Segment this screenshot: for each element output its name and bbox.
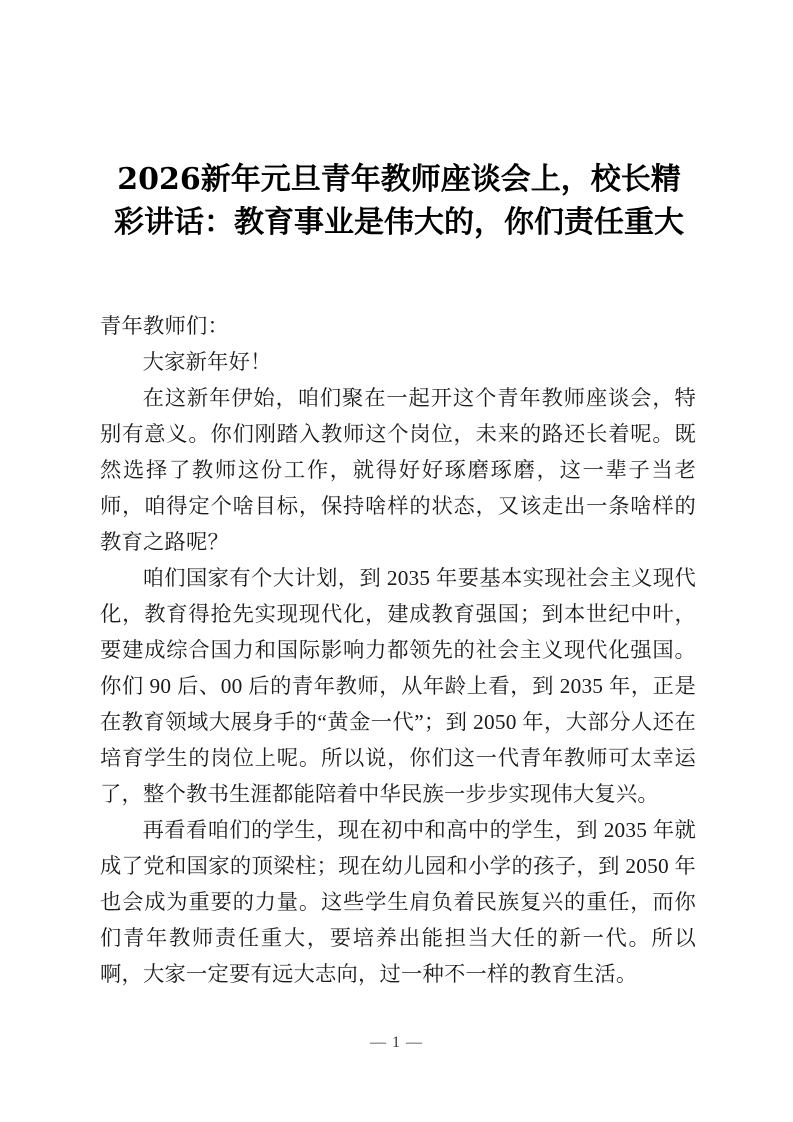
body-paragraph-2: 咱们国家有个大计划，到 2035 年要基本实现社会主义现代化，教育得抢先实现现代化，建成教育强国；到本世纪中叶，要建成综合国力和国际影响力都领先的社会主义现代化强国。你们 90 后、00 后的青年教师，从年龄上看，到 2035 年，正是在教育领域大展身手的“黄金一代”；到 2050 年，大部分人还在培育学生的岗位上呢。所以说，你们这一代青年教师可太幸运了，整个教书生涯都能陪着中华民族一步步实现伟大复兴。 [100, 566, 696, 806]
page-title: 2026新年元旦青年教师座谈会上，校长精彩讲话：教育事业是伟大的，你们责任重大 [114, 162, 684, 241]
greeting-line: 大家新年好！ [142, 350, 272, 374]
salutation-line: 青年教师们： [100, 314, 229, 338]
body-paragraph-1: 在这新年伊始，咱们聚在一起开这个青年教师座谈会，特别有意义。你们刚踏入教师这个岗位，未来的路还长着呢。既然选择了教师这份工作，就得好好琢磨琢磨，这一辈子当老师，咱得定个啥目标，保持啥样的状态，又该走出一条啥样的教育之路呢？ [100, 386, 696, 554]
body-paragraph-3: 再看看咱们的学生，现在初中和高中的学生，到 2035 年就成了党和国家的顶梁柱；现在幼儿园和小学的孩子，到 2050 年也会成为重要的力量。这些学生肩负着民族复兴的重任，而你们青年教师责任重大，要培养出能担当大任的新一代。所以啊，大家一定要有远大志向，过一种不一样的教育生活。 [100, 818, 696, 986]
page-footer: — 1 — [370, 1034, 423, 1051]
document-body [100, 308, 696, 992]
